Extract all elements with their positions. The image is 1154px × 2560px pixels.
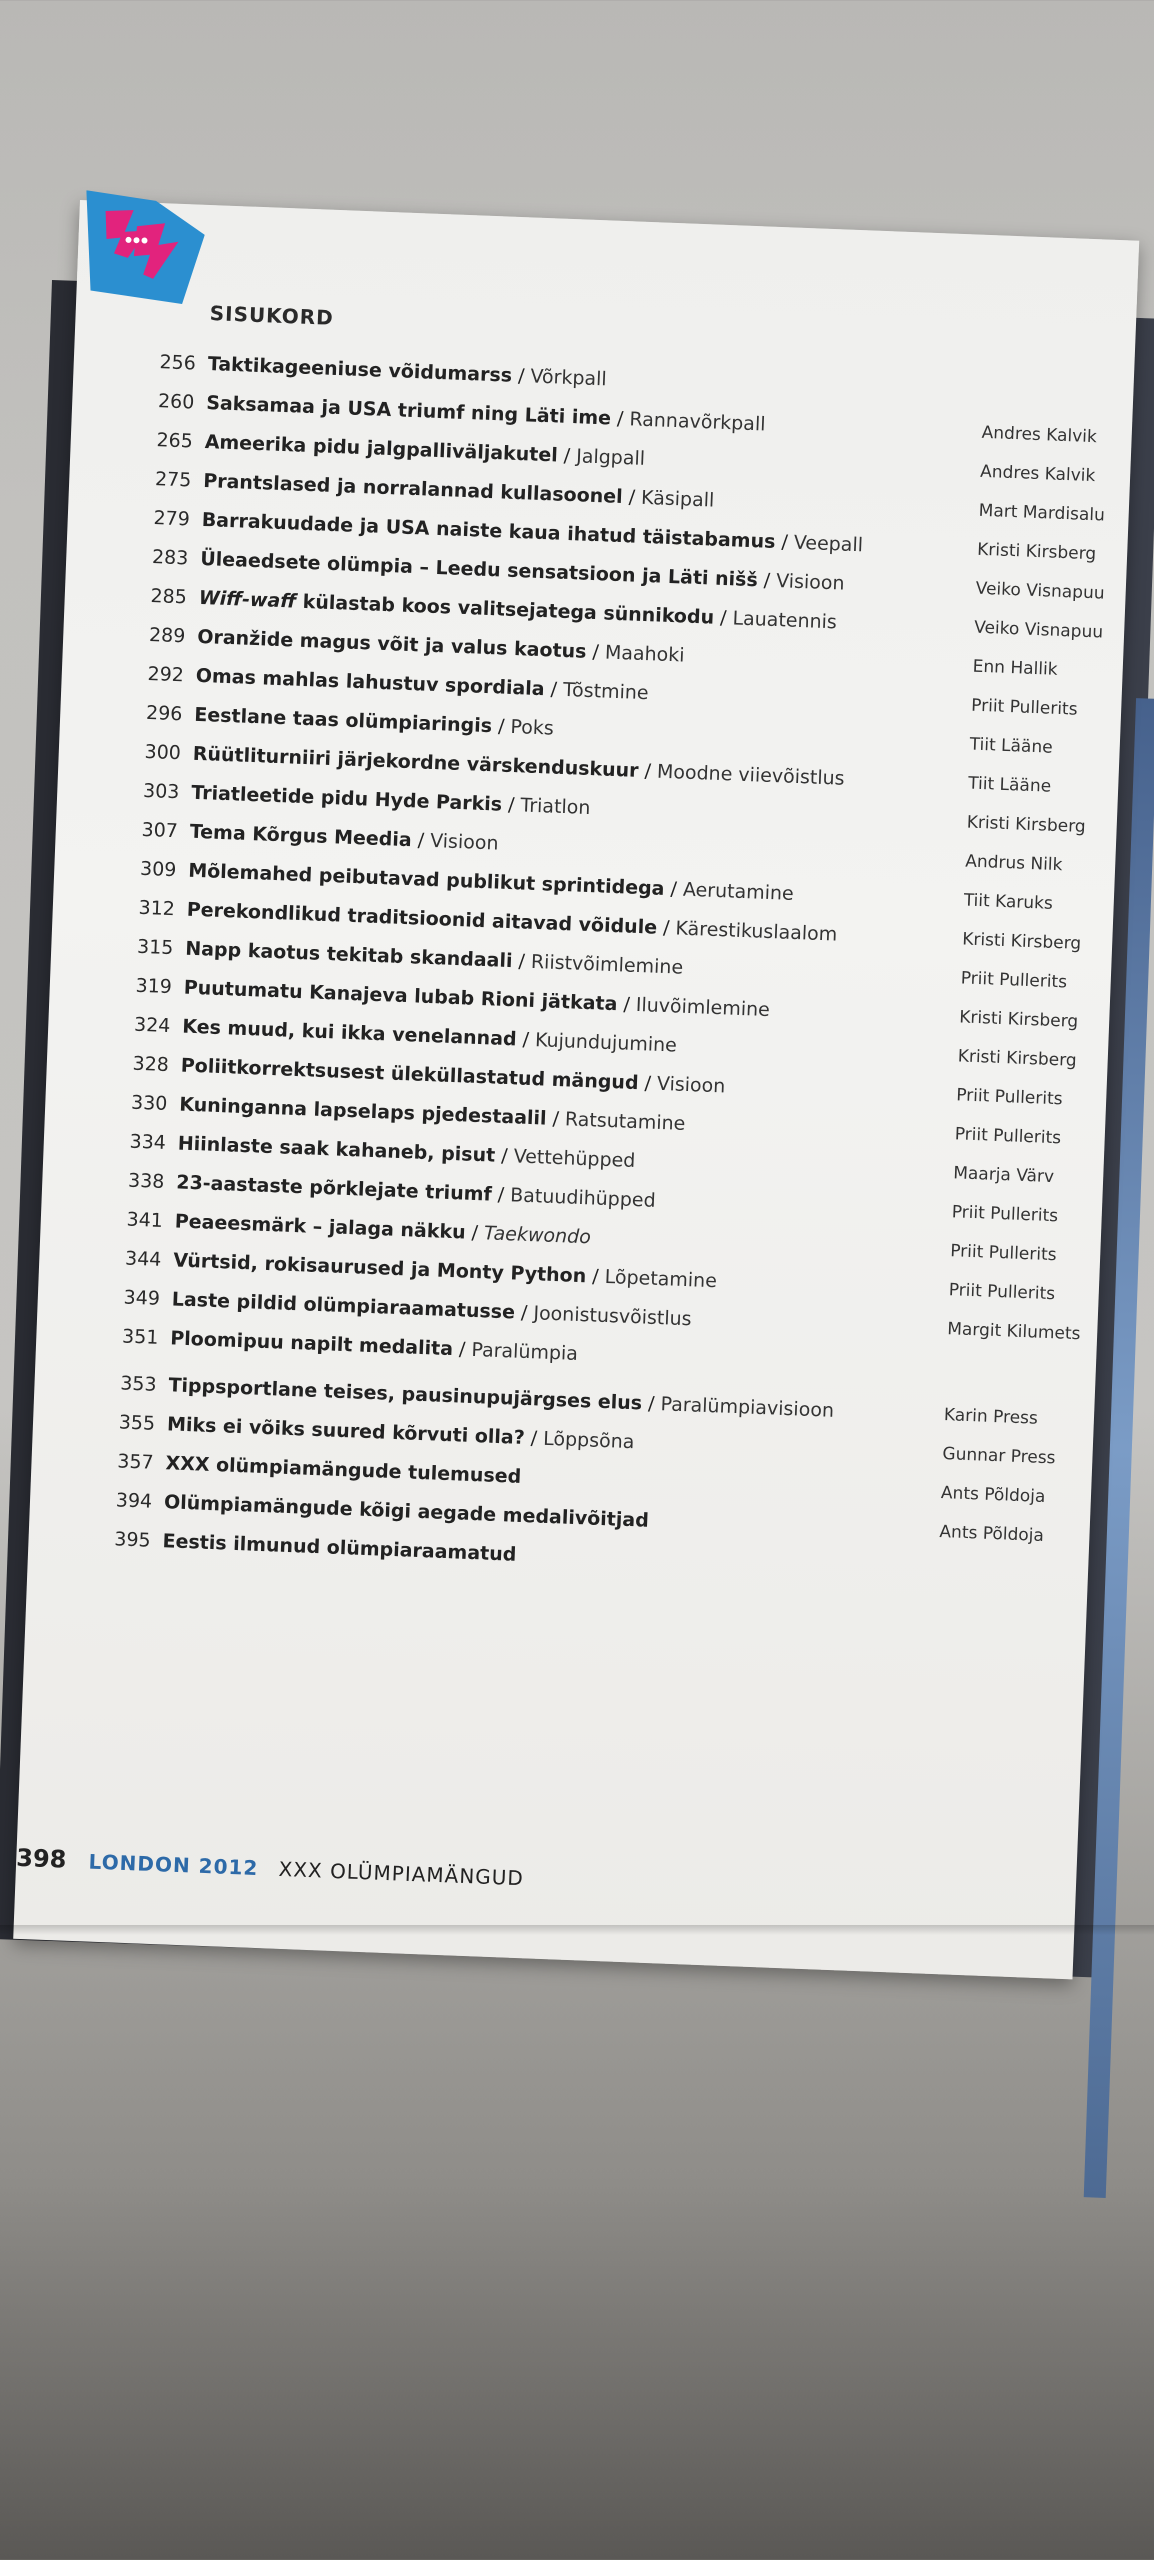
toc-category: Iluvõimlemine (635, 993, 771, 1022)
toc-separator: / (610, 407, 630, 431)
toc-title: Perekondlikud traditsioonid aitavad võidule (186, 898, 658, 939)
toc-title: Laste pildid olümpiaraamatusse (171, 1288, 516, 1324)
toc-category: Rannavõrkpall (629, 408, 766, 436)
toc-separator: / (622, 486, 642, 509)
toc-title: Oranžide magus võit ja valus kaotus (196, 625, 587, 663)
toc-title: Puutumatu Kanajeva lubab Rioni jätkata (183, 976, 618, 1016)
toc-separator: / (713, 606, 733, 630)
toc-category: Paralümpiavisioon (660, 1393, 835, 1422)
toc-page-number: 283 (151, 546, 189, 570)
toc-separator: / (774, 530, 795, 554)
toc-page-number: 312 (138, 896, 176, 921)
toc-page-number: 260 (157, 390, 195, 414)
toc-category: Moodne viievõistlus (656, 760, 845, 790)
toc-separator: / (501, 793, 521, 817)
toc-author: Tiit Lääne (969, 734, 1053, 758)
toc-separator: / (514, 1301, 534, 1325)
toc-separator: / (757, 569, 777, 592)
toc-page-number: 309 (139, 857, 177, 882)
toc-author: Veiko Visnapuu (973, 617, 1104, 643)
toc-author: Andres Kalvik (979, 461, 1096, 487)
toc-page-number: 344 (124, 1247, 162, 1271)
toc-title: Tema Kõrgus Meedia (189, 820, 413, 852)
toc-page-number: 394 (115, 1489, 153, 1513)
toc-page-number: 328 (132, 1052, 170, 1077)
toc-title: XXX olümpiamängude tulemused (165, 1452, 522, 1488)
toc-category: Batuudihüpped (509, 1184, 657, 1212)
toc-author: Priit Pullerits (949, 1241, 1057, 1266)
toc-page-number: 334 (129, 1130, 167, 1154)
toc-separator: / (524, 1426, 544, 1450)
toc-category: Visioon (656, 1072, 726, 1098)
toc-page-number: 357 (116, 1450, 155, 1474)
toc-separator: / (544, 678, 564, 701)
london-2012-logo-icon (82, 190, 207, 315)
toc-title: Wiff-waff külastab koos valitsejatega sünnikodu (198, 586, 715, 629)
toc-title: Rüütliturniiri järjekordne värskenduskuur (192, 742, 639, 782)
toc-title: Saksamaa ja USA triumf ning Läti ime (205, 392, 612, 430)
toc-title: Prantslased ja norralannad kullasoonel (202, 469, 624, 509)
toc-category: Aerutamine (682, 878, 795, 905)
toc-category: Visioon (775, 570, 845, 595)
toc-page-number: 324 (133, 1013, 171, 1038)
toc-author: Priit Pullerits (954, 1124, 1062, 1149)
toc-author: Kristi Kirsberg (957, 1046, 1078, 1071)
toc-title: Eestis ilmunud olümpiaraamatud (162, 1530, 517, 1566)
toc-author: Tiit Karuks (963, 890, 1054, 914)
toc-category: Triatlon (520, 794, 591, 820)
page-number: 398 (15, 1843, 67, 1874)
toc-page-number: 338 (127, 1169, 165, 1193)
toc-page-number: 300 (144, 740, 182, 765)
toc-category: Võrkpall (530, 365, 608, 391)
toc-title: Poliitkorrektsusest üleküllastatud mängud (180, 1054, 639, 1095)
toc-page-number: 319 (135, 974, 173, 999)
toc-category: Poks (510, 715, 555, 740)
toc-category: Lauatennis (732, 607, 838, 634)
toc-separator: / (546, 1107, 566, 1131)
toc-separator: / (491, 1183, 511, 1207)
toc-category: Kärestikuslaalom (675, 917, 838, 946)
toc-category: Kujundujumine (534, 1029, 678, 1057)
toc-title: Üleaedsete olümpia – Leedu sensatsioon ja Läti nišš (199, 547, 759, 592)
toc-page-number: 315 (136, 935, 174, 960)
toc-title: Omas mahlas lahustuv spordiala (195, 664, 546, 701)
toc-author: Tiit Lääne (967, 773, 1052, 797)
toc-separator: / (465, 1221, 485, 1245)
page-title: SISUKORD (209, 301, 335, 330)
footer-brand: LONDON 2012 (88, 1849, 259, 1881)
toc-title: Ploomipuu napilt medalita (169, 1327, 454, 1361)
toc-category: Visioon (429, 829, 499, 855)
toc-title: Olümpiamängude kõigi aegade medalivõitjad (163, 1491, 650, 1532)
page-footer (16, 1844, 525, 1891)
toc-separator: / (516, 1028, 536, 1052)
toc-separator: / (557, 444, 577, 468)
toc-author: Margit Kilumets (946, 1319, 1081, 1345)
toc-author: Andres Kalvik (981, 422, 1098, 448)
toc-author: Kristi Kirsberg (961, 929, 1082, 954)
toc-author: Priit Pullerits (960, 968, 1068, 993)
toc-page-number: 307 (141, 818, 179, 843)
footer-subtitle: XXX OLÜMPIAMÄNGUD (278, 1856, 525, 1891)
toc-page-number: 351 (121, 1325, 159, 1349)
toc-category: Riistvõimlemine (530, 950, 684, 979)
toc-page-number: 303 (142, 779, 180, 804)
toc-category: Jalgpall (575, 445, 646, 470)
toc-title: Ameerika pidu jalgpalliväljakutel (204, 430, 559, 467)
toc-title: Mõlemahed peibutavad publikut sprintidega (187, 859, 665, 900)
toc-title: Miks ei võiks suured kõrvuti olla? (166, 1413, 526, 1449)
toc-title: Kes muud, kui ikka venelannad (181, 1015, 518, 1051)
toc-separator: / (491, 715, 511, 738)
toc-title: Eestlane taas olümpiaringis (193, 703, 493, 738)
toc-title: Barrakuudade ja USA naiste kaua ihatud täistabamus (201, 508, 776, 553)
toc-page-number: 330 (130, 1091, 168, 1116)
toc-page-number: 353 (119, 1372, 157, 1396)
toc-separator: / (452, 1338, 472, 1361)
toc-author: Ants Põldoja (939, 1521, 1045, 1546)
toc-author: Priit Pullerits (948, 1280, 1056, 1305)
toc-page-number: 289 (148, 623, 186, 648)
table-of-contents (98, 343, 1106, 1594)
toc-separator: / (641, 1392, 661, 1416)
toc-page-number: 292 (147, 662, 185, 687)
toc-separator: / (512, 950, 532, 973)
toc-page-number: 279 (153, 507, 191, 531)
toc-category: Joonistusvõistlus (533, 1302, 692, 1331)
toc-separator: / (638, 759, 658, 783)
toc-category: Veepall (793, 531, 864, 557)
toc-page-number: 256 (159, 351, 197, 375)
toc-author: Gunnar Press (942, 1444, 1056, 1469)
toc-title: Kuninganna lapselaps pjedestaalil (178, 1093, 547, 1130)
toc-separator: / (585, 1265, 606, 1288)
toc-author: Priit Pullerits (951, 1202, 1059, 1227)
toc-author: Veiko Visnapuu (975, 578, 1105, 604)
toc-author: Karin Press (943, 1405, 1039, 1429)
toc-author: Priit Pullerits (970, 695, 1078, 720)
toc-category: Lõpetamine (604, 1265, 718, 1293)
toc-category: Tõstmine (562, 678, 650, 705)
toc-author: Maarja Värv (952, 1163, 1055, 1188)
toc-title: 23-aastaste põrklejate triumf (175, 1171, 493, 1206)
toc-title: Taktikageeniuse võidumarss (207, 353, 513, 387)
toc-page-number: 275 (154, 468, 192, 492)
toc-author: Kristi Kirsberg (958, 1007, 1079, 1032)
toc-category: Taekwondo (483, 1222, 592, 1249)
book-page (13, 200, 1139, 1979)
toc-separator: / (664, 877, 684, 901)
toc-category: Käsipall (640, 486, 715, 512)
toc-page-number: 355 (118, 1411, 156, 1435)
toc-author: Enn Hallik (972, 656, 1058, 680)
toc-category: Vettehüpped (513, 1145, 636, 1173)
toc-separator: / (586, 640, 606, 664)
toc-author: Kristi Kirsberg (966, 812, 1087, 838)
toc-author: Mart Mardisalu (978, 500, 1106, 526)
toc-author: Priit Pullerits (955, 1085, 1063, 1110)
toc-page-number: 285 (150, 585, 188, 609)
toc-page-number: 296 (145, 701, 183, 726)
toc-category: Ratsutamine (564, 1108, 686, 1135)
toc-title: Napp kaotus tekitab skandaali (184, 937, 513, 973)
toc-page-number: 349 (123, 1286, 161, 1310)
toc-author: Andrus Nilk (964, 851, 1063, 876)
toc-separator: / (656, 916, 676, 940)
toc-category: Lõppsõna (542, 1427, 635, 1454)
toc-separator: / (411, 829, 431, 852)
toc-title: Peaeesmärk – jalaga näkku (174, 1210, 466, 1244)
toc-author: Kristi Kirsberg (976, 539, 1097, 565)
toc-title: Tippsportlane teises, pausinupujärgses elus (168, 1374, 643, 1415)
toc-category: Paralümpia (471, 1338, 579, 1365)
toc-separator: / (511, 364, 531, 388)
toc-category: Maahoki (604, 641, 685, 667)
toc-title: Triatleetide pidu Hyde Parkis (190, 781, 503, 816)
toc-page-number: 265 (156, 429, 194, 453)
page-shadow (0, 1925, 1154, 1935)
toc-separator: / (494, 1144, 515, 1168)
toc-title: Hiinlaste saak kahaneb, pisut (177, 1132, 496, 1167)
toc-author: Ants Põldoja (940, 1483, 1046, 1508)
toc-page-number: 395 (113, 1528, 152, 1552)
toc-page-number: 341 (126, 1208, 164, 1232)
toc-title: Vürtsid, rokisaurused ja Monty Python (172, 1249, 587, 1288)
toc-separator: / (638, 1072, 658, 1095)
toc-separator: / (616, 993, 637, 1016)
